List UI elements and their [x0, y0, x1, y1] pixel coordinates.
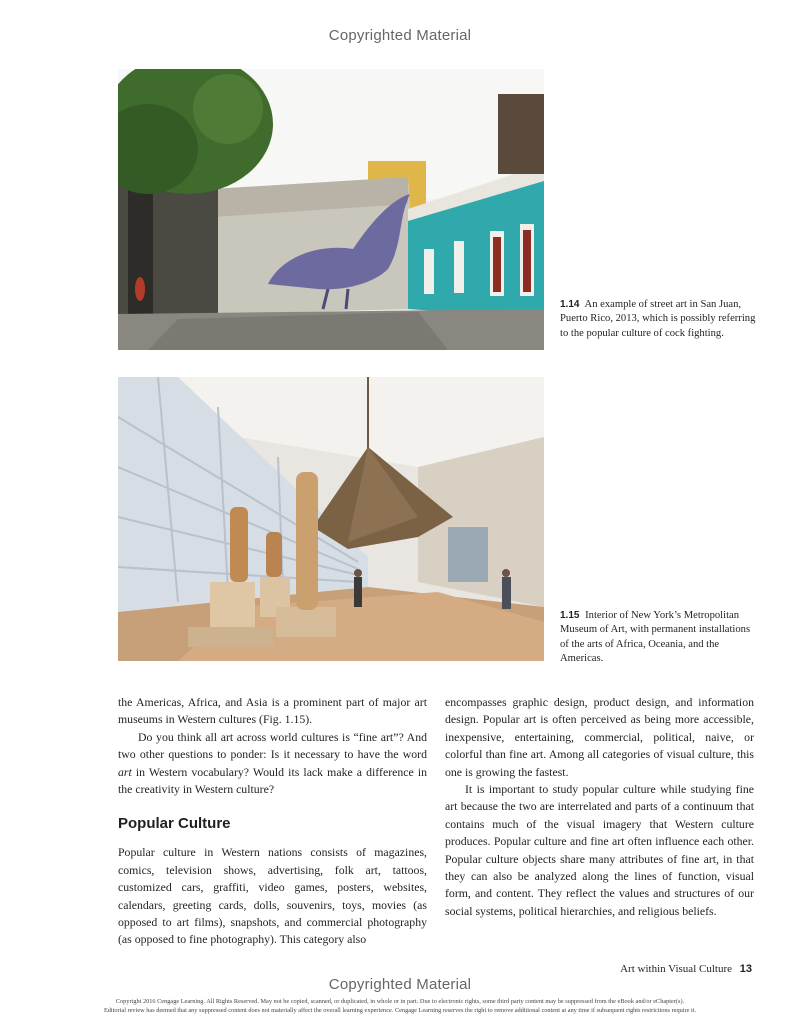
section-heading: Popular Culture [118, 815, 231, 833]
caption-text: Interior of New York’s Metropolitan Museum of Art, with permanent installations of the arts of Africa, Oceania, and the Americas. [560, 610, 751, 664]
copyright-notice-line2: Editorial review has deemed that any suppressed content does not materially affect the overall learning experience. Cengage Learning reserves the right to remove additional content at any time if subsequent rights restrictions require it. [103, 1007, 697, 1014]
figure-street-art-photo [118, 69, 544, 350]
running-title: Art within Visual Culture [620, 963, 732, 975]
figure-caption-1-15 [560, 609, 760, 666]
watermark-top: Copyrighted Material [328, 27, 472, 44]
paragraph: Popular culture in Western nations consists of magazines, comics, television shows, advertising, folk art, tattoos, customized cars, graffiti, video games, posters, websites, calendars, greeting cards, dolls, souvenirs, toys, movies (as opposed to art films), snapshots, and commercial photography (as opposed to fine photography). This category also [118, 845, 427, 947]
figure-museum-interior-photo [118, 377, 544, 661]
emphasis-text: art [118, 764, 132, 779]
paragraph-text: Do you think all art across world cultures is “fine art”? And two other questions to ponder: Is it necessary to have the word [118, 729, 427, 762]
figure-caption-1-14 [560, 298, 760, 341]
caption-text: An example of street art in San Juan, Puerto Rico, 2013, which is possibly referring to the popular culture of cock fighting. [560, 299, 756, 339]
running-footer [620, 963, 752, 975]
text-column-left [118, 694, 427, 949]
figure-number: 1.14 [560, 299, 580, 310]
text-column-right [445, 694, 754, 920]
figure-number: 1.15 [560, 610, 580, 621]
museum-interior-image [118, 377, 544, 661]
paragraph-text: in Western vocabulary? Would its lack make a difference in the creativity in Western culture? [118, 764, 427, 797]
street-art-image [118, 69, 544, 350]
page-number: 13 [739, 963, 752, 975]
paragraph: It is important to study popular culture while studying fine art because the two are interrelated and parts of a continuum that contains much of the visual imagery that Western culture produces. Popular culture and fine art often influence each other. Popular culture objects share many attributes of fine art, in that they can also be analyzed along the lines of function, visual form, and content. They reflect the values and structures of our social systems, political hierarchies, and religious beliefs. [445, 782, 754, 918]
copyright-notice-line1: Copyright 2016 Cengage Learning. All Rights Reserved. May not be copied, scanned, or duplicated, in whole or in part. Due to electronic rights, some third party content may be suppressed from the eBook and/or eChapter(s). [115, 998, 685, 1005]
paragraph [118, 729, 427, 799]
watermark-bottom: Copyrighted Material [328, 976, 472, 993]
paragraph: the Americas, Africa, and Asia is a prominent part of major art museums in Western cultures (Fig. 1.15). [118, 695, 427, 727]
paragraph: encompasses graphic design, product design, and information design. Popular art is often perceived as being more accessible, inexpensive, entertaining, commercial, political, naive, or colorful than fine art. Among all categories of visual culture, this one is growing the fastest. [445, 695, 754, 779]
